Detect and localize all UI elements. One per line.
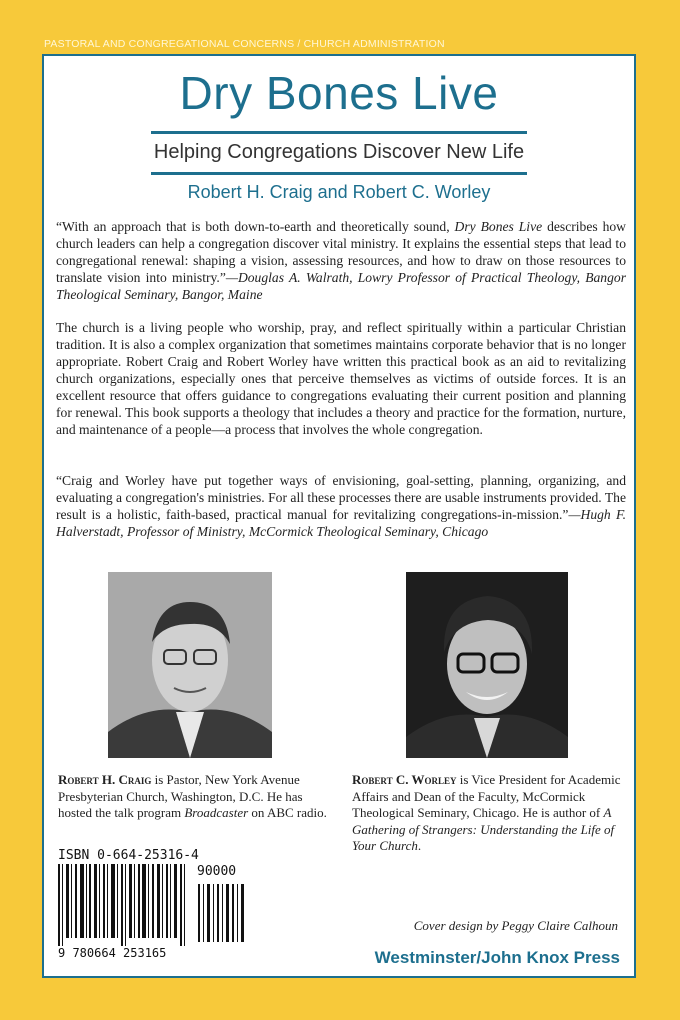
back-cover-panel <box>42 54 636 978</box>
title-rule-bottom <box>151 172 527 175</box>
book-authors: Robert H. Craig and Robert C. Worley <box>187 182 491 202</box>
bio-worley: Robert C. Worley is Vice President for Academic Affairs and Dean of the Faculty, McCormick Theological Seminary, Chicago. He is author of A Gathering of Strangers: Understanding the Life of Your Church. <box>352 772 621 853</box>
endorsement-walrath: “With an approach that is both down-to-earth and theoretically sound, Dry Bones Live describes how church leaders can help a congregation discover vital ministry. It explains the essential steps that lead to congregational renewal: shaping a vision, assessing resources, and how to draw on those resources to translate vision into ministry.”—Douglas A. Walrath, Lowry Professor of Practical Theology, Bangor Theological Seminary, Bangor, Maine <box>56 219 626 302</box>
endorsement-halverstadt: “Craig and Worley have put together ways of envisioning, goal-setting, planning, organizing, and evaluating a congregation's ministries. For all these processes there are usable instruments provided. The result is a holistic, faith-based, practical manual for revitalizing congregations-in-mission.”—Hugh F. Halverstadt, Professor of Ministry, McCormick Theological Seminary, Chicago <box>56 473 626 539</box>
publisher-name: Westminster/John Knox Press <box>374 948 620 967</box>
author-photo-craig <box>108 572 272 758</box>
title-rule-top <box>151 131 527 134</box>
price-code: 90000 <box>197 864 237 879</box>
barcode-digits: 9 780664 253165 <box>58 946 167 960</box>
book-description: The church is a living people who worship, pray, and reflect spiritually within a particular Christian tradition. It is also a complex organization that sometimes maintains corporate behavior that is no longer appropriate. Robert Craig and Robert Worley have written this practical book as an aid to revitalizing church organizations, especially ones that perceive themselves as victims of outside forces. It is an excellent resource that offers guidance to congregations evaluating their current position and planning for renewal. This book supports a theology that includes a theory and practice for the formation, nurture, and maintenance of a people—a process that involves the whole congregation. <box>56 320 626 437</box>
category-line: PASTORAL AND CONGREGATIONAL CONCERNS / CHURCH ADMINISTRATION <box>44 38 445 50</box>
book-subtitle: Helping Congregations Discover New Life <box>153 141 525 163</box>
author-photo-worley <box>406 572 568 758</box>
cover-credit: Cover design by Peggy Claire Calhoun <box>413 918 618 933</box>
isbn-label: ISBN 0-664-25316-4 <box>58 848 199 863</box>
book-title: Dry Bones Live <box>179 67 499 119</box>
bio-craig: Robert H. Craig is Pastor, New York Avenue Presbyterian Church, Washington, D.C. He has hosted the talk program Broadcaster on ABC radio. <box>58 772 327 820</box>
